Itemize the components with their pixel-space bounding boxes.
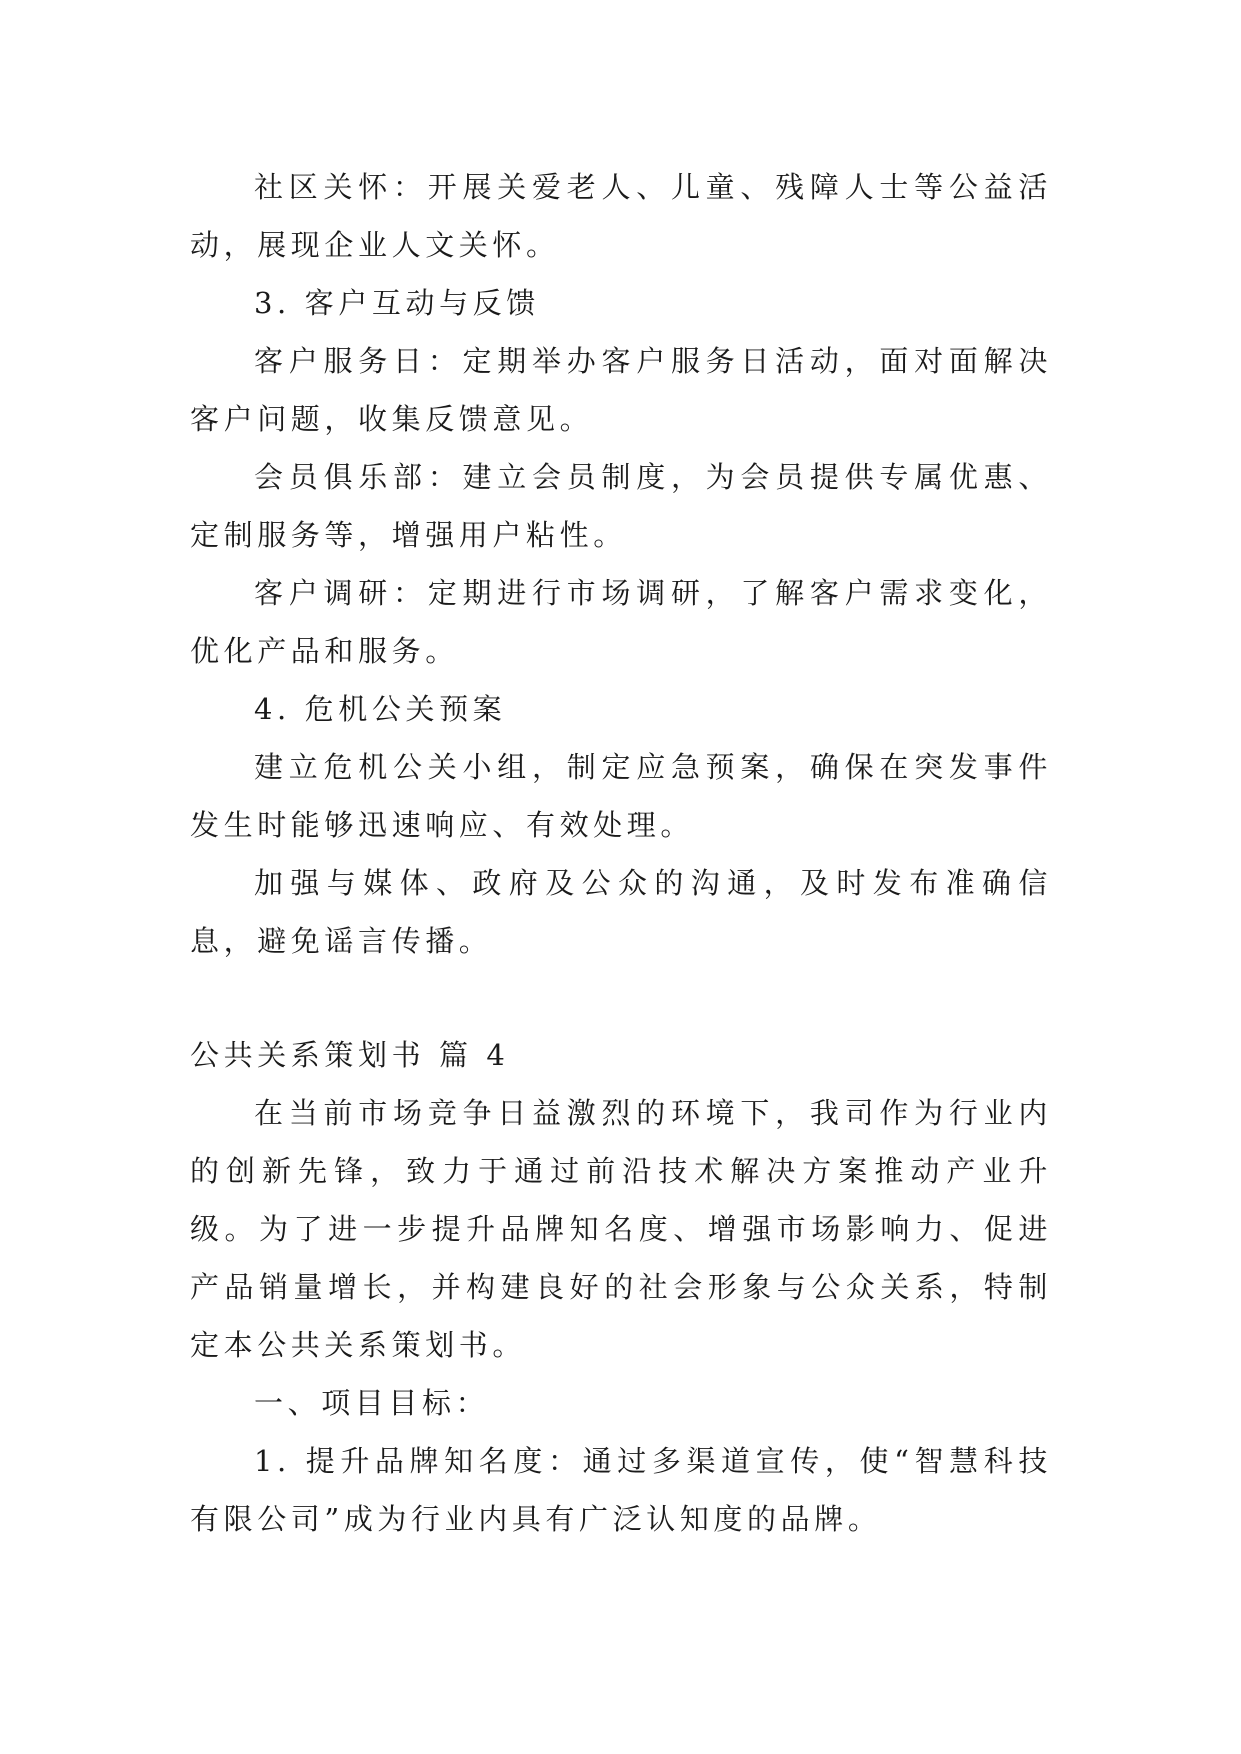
- paragraph-intro: 在当前市场竞争日益激烈的环境下，我司作为行业内的创新先锋，致力于通过前沿技术解决方案推动产业升级。为了进一步提升品牌知名度、增强市场影响力、促进产品销量增长，并构建良好的社会形象与公众关系，特制定本公共关系策划书。: [190, 1096, 1052, 1362]
- section-title: 公共关系策划书 篇 4: [190, 1038, 510, 1072]
- heading-customer-interaction: 3. 客户互动与反馈: [254, 286, 540, 320]
- paragraph-member-club: 会员俱乐部：建立会员制度，为会员提供专属优惠、定制服务等，增强用户粘性。: [190, 460, 1052, 552]
- paragraph-crisis-team: 建立危机公关小组，制定应急预案，确保在突发事件发生时能够迅速响应、有效处理。: [190, 750, 1052, 842]
- document-page: [190, 158, 1052, 1548]
- paragraph-community-care: 社区关怀：开展关爱老人、儿童、残障人士等公益活动，展现企业人文关怀。: [190, 170, 1052, 262]
- paragraph-customer-survey: 客户调研：定期进行市场调研，了解客户需求变化，优化产品和服务。: [190, 576, 1052, 668]
- paragraph-service-day: 客户服务日：定期举办客户服务日活动，面对面解决客户问题，收集反馈意见。: [190, 344, 1052, 436]
- heading-project-goals: 一、项目目标：: [254, 1386, 490, 1420]
- heading-crisis-plan: 4. 危机公关预案: [254, 692, 507, 726]
- paragraph-communication: 加强与媒体、政府及公众的沟通，及时发布准确信息，避免谣言传播。: [190, 866, 1052, 958]
- paragraph-goal-1: 1. 提升品牌知名度：通过多渠道宣传，使“智慧科技有限公司”成为行业内具有广泛认知度的品牌。: [190, 1444, 1052, 1536]
